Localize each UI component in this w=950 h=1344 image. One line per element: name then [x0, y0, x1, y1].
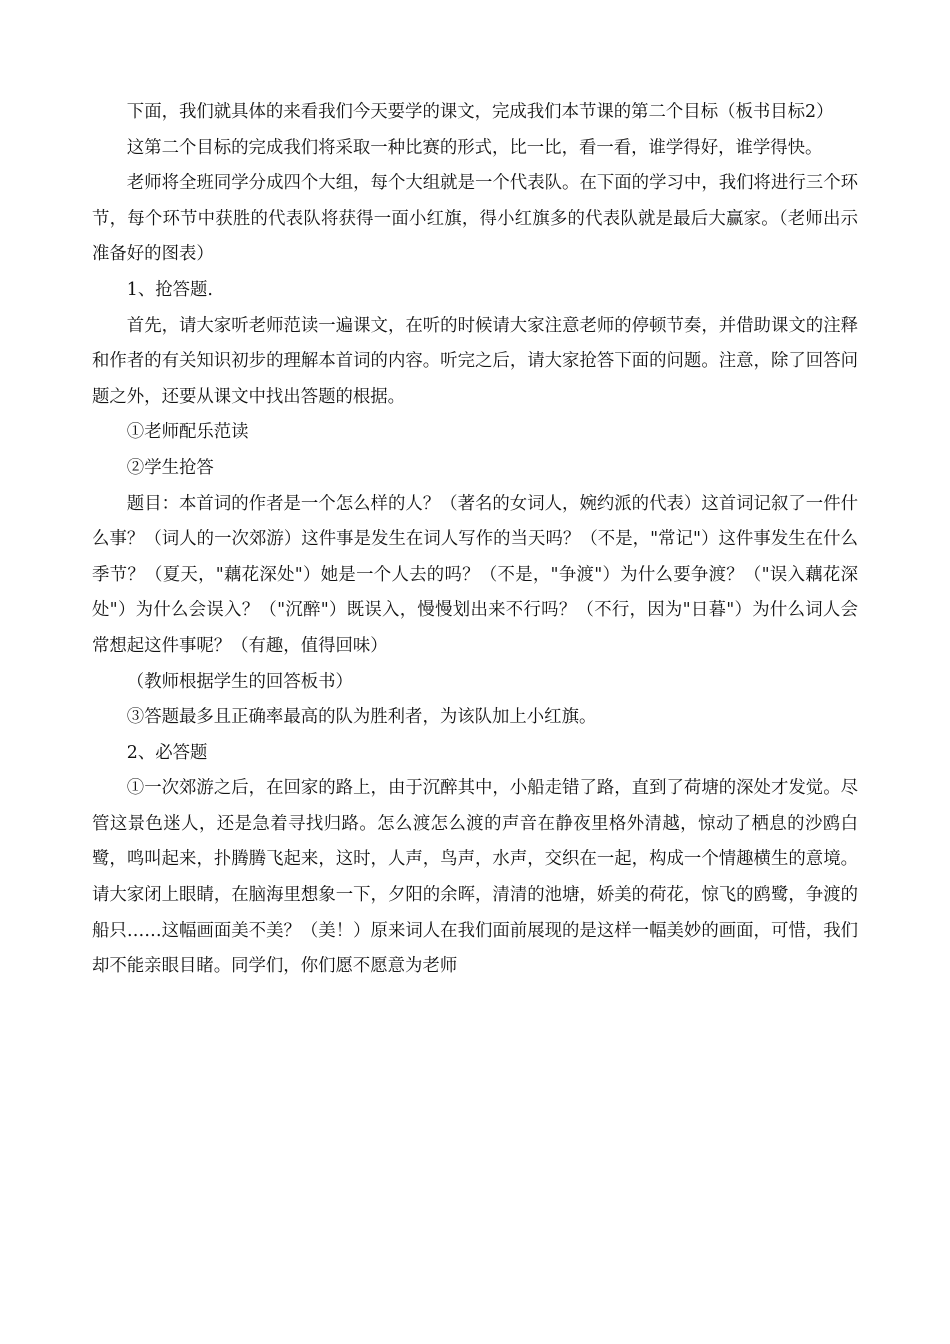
paragraph-questions: 题目：本首词的作者是一个怎么样的人？（著名的女词人，婉约派的代表）这首词记叙了一件什么事？（词人的一次郊游）这件事是发生在词人写作的当天吗？（不是，"常记"）这件事发生在什么季节？（夏天，"藕花深处"）她是一个人去的吗？（不是，"争渡"）为什么要争渡？（"误入藕花深处"）为什么会误入？（"沉醉"）既误入，慢慢划出来不行吗？（不行，因为"日暮"）为什么词人会常想起这件事呢？（有趣，值得回味） [92, 493, 858, 656]
list-item-winner: ③答题最多且正确率最高的队为胜利者，为该队加上小红旗。 [126, 707, 597, 728]
list-item-student-answers: ②学生抢答 [126, 457, 214, 478]
paragraph-teams: 老师将全班同学分成四个大组，每个大组就是一个代表队。在下面的学习中，我们将进行三个环节，每个环节中获胜的代表队将获得一面小红旗，得小红旗多的代表队就是最后大赢家。（老师出示准备好的图表） [92, 173, 858, 265]
document-body [92, 95, 858, 985]
paragraph-competition: 这第二个目标的完成我们将采取一种比赛的形式，比一比，看一看，谁学得好，谁学得快。 [126, 137, 823, 158]
paragraph-intro: 下面，我们就具体的来看我们今天要学的课文，完成我们本节课的第二个目标（板书目标2） [126, 102, 834, 122]
list-item-teacher-reading: ①老师配乐范读 [126, 422, 249, 443]
section-heading-quick-answer: 1、抢答题. [126, 279, 213, 300]
paragraph-scene-description: ①一次郊游之后，在回家的路上，由于沉醉其中，小船走错了路，直到了荷塘的深处才发觉。尽管这景色迷人，还是急着寻找归路。怎么渡怎么渡的声音在静夜里格外清越，惊动了栖息的沙鸥白鹭，鸣叫起来，扑腾腾飞起来，这时，人声，鸟声，水声，交织在一起，构成一个情趣横生的意境。请大家闭上眼睛，在脑海里想象一下，夕阳的余晖，清清的池塘，娇美的荷花，惊飞的鸥鹭，争渡的船只……这幅画面美不美？（美！）原来词人在我们面前展现的是这样一幅美妙的画面，可惜，我们却不能亲眼目睹。同学们，你们愿不愿意为老师 [92, 778, 858, 977]
section-heading-required-questions: 2、必答题 [126, 742, 208, 763]
paragraph-reading-instructions: 首先，请大家听老师范读一遍课文，在听的时候请大家注意老师的停顿节奏，并借助课文的注释和作者的有关知识初步的理解本首词的内容。听完之后，请大家抢答下面的问题。注意，除了回答问题之外，还要从课文中找出答题的根据。 [92, 315, 858, 407]
paragraph-board-note: （教师根据学生的回答板书） [126, 671, 353, 692]
